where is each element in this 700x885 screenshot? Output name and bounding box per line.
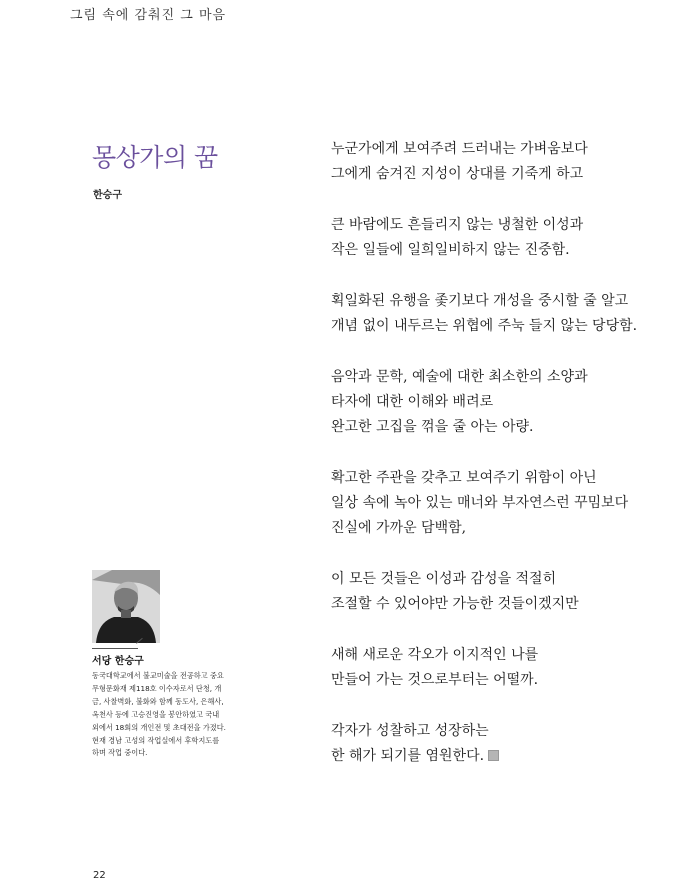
bio-name: 서당 한승구: [92, 656, 144, 667]
bio-line: 동국대학교에서 불교미술을 전공하고 중요: [92, 671, 224, 680]
poem-line: 타자에 대한 이해와 배려로: [331, 394, 494, 410]
poem-stanza: [331, 567, 661, 617]
poem-stanza: [331, 719, 661, 769]
author-portrait: [92, 570, 160, 643]
poem-line: 음악과 문학, 예술에 대한 최소한의 소양과: [331, 369, 588, 385]
poem-line: 완고한 고집을 꺾을 줄 아는 아량.: [331, 419, 534, 435]
bio-line: 현재 경남 고성의 작업실에서 후학지도를: [92, 735, 220, 745]
poem-final-text: 한 해가 되기를 염원한다.: [331, 748, 485, 764]
bio-divider: [92, 648, 138, 649]
article-title: 몽상가의 꿈: [92, 143, 218, 172]
poem-line: 각자가 성찰하고 성장하는: [331, 723, 489, 739]
poem-line: 작은 일들에 일희일비하지 않는 진중함.: [331, 242, 570, 258]
poem-stanza: [331, 137, 661, 187]
bio-line: 외에서 18회의 개인전 및 초대전을 가졌다.: [92, 722, 226, 732]
bio-line: 무형문화재 제118호 이수자로서 단청, 개: [92, 683, 222, 693]
poem-line: 개념 없이 내두르는 위협에 주눅 들지 않는 당당함.: [331, 318, 638, 334]
poem-line: 새해 새로운 각오가 이지적인 나를: [331, 647, 539, 663]
poem-line: 누군가에게 보여주려 드러내는 가벼움보다: [331, 141, 588, 157]
bio-line: 하며 작업 중이다.: [92, 748, 148, 758]
poem-line: 확고한 주관을 갖추고 보여주기 위함이 아닌: [331, 470, 597, 486]
poem-stanza: [331, 466, 661, 541]
bio-line: 옥천사 등에 고승진영을 봉안하였고 국내: [92, 709, 220, 719]
bio-text: [92, 670, 244, 760]
bio-line: 금, 사찰벽화, 불화와 함께 동도사, 은해사,: [92, 696, 224, 706]
poem-stanza: [331, 289, 661, 339]
poem-line: 만들어 가는 것으로부터는 어떨까.: [331, 672, 539, 688]
poem-stanza: [331, 643, 661, 693]
poem-line: [331, 744, 661, 769]
poem-stanza: [331, 365, 661, 440]
article-author: 한승구: [93, 190, 122, 201]
poem-body: [331, 137, 661, 795]
running-header: 그림 속에 감춰진 그 마음: [70, 8, 227, 23]
poem-line: 획일화된 유행을 좇기보다 개성을 중시할 줄 알고: [331, 293, 629, 309]
poem-line: 이 모든 것들은 이성과 감성을 적절히: [331, 571, 557, 587]
poem-line: 조절할 수 있어야만 가능한 것들이겠지만: [331, 596, 579, 612]
poem-line: 진실에 가까운 담백함,: [331, 520, 467, 536]
page-number: 22: [93, 870, 106, 881]
poem-line: 큰 바람에도 흔들리지 않는 냉철한 이성과: [331, 217, 584, 233]
poem-stanza: [331, 213, 661, 263]
poem-line: 그에게 숨겨진 지성이 상대를 기죽게 하고: [331, 166, 584, 182]
poem-line: 일상 속에 녹아 있는 매너와 부자연스런 꾸밈보다: [331, 495, 629, 511]
end-mark-icon: [488, 750, 499, 761]
